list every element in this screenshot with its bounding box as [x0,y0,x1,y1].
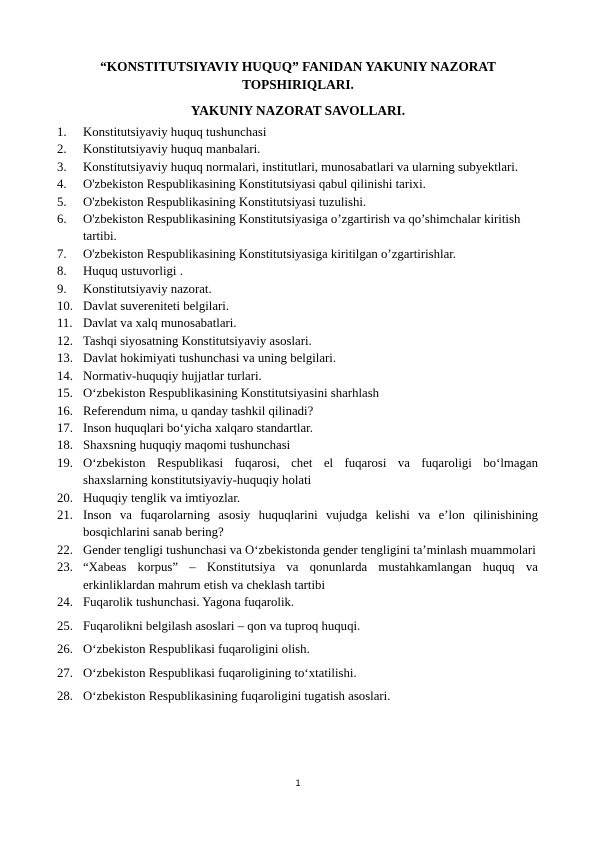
item-text: Shaxsning huquqiy maqomi tushunchasi [83,438,291,453]
section-heading: YAKUNIY NAZORAT SAVOLLARI. [190,103,406,118]
list-item [57,542,538,559]
item-number: 11. [57,316,73,331]
list-item [57,385,538,402]
item-number: 17. [57,420,73,435]
item-number: 3. [57,159,67,174]
item-text: Inson va fuqarolarning asosiy huquqlarini vujudga kelishi va e’lon qilinishining bosqichlarini sanab bering? [83,507,538,540]
item-number: 13. [57,351,73,366]
item-text: O'zbekiston Respublikasining Konstitutsiyasi tuzulishi. [83,194,367,209]
item-text: O'zbekiston Respublikasining Konstitutsiyasi qabul qilinishi tarixi. [83,177,426,192]
list-item [57,124,538,141]
item-number: 23. [57,560,73,575]
item-text: O‘zbekiston Respublikasi fuqarosi, chet el fuqarosi va fuqaroligi bo‘lmagan shaxslarning konstitutsiyaviy-huquqiy holati [83,455,538,488]
list-item [57,665,538,682]
item-number: 28. [57,689,73,704]
item-text: Referendum nima, u qanday tashkil qilinadi? [83,403,314,418]
list-item [57,368,538,385]
list-item [57,507,538,542]
item-number: 10. [57,299,73,314]
item-number: 6. [57,212,67,227]
list-item [57,246,538,263]
list-item [57,298,538,315]
list-item [57,281,538,298]
list-item [57,176,538,193]
item-number: 8. [57,264,67,279]
list-item [57,490,538,507]
list-item [57,141,538,158]
item-text: Konstitutsiyaviy huquq normalari, institutlari, munosabatlari va ularning subyektlari. [83,159,519,174]
item-number: 26. [57,642,73,657]
item-number: 25. [57,618,73,633]
item-text: Konstitutsiyaviy huquq manbalari. [83,142,261,157]
item-number: 18. [57,438,73,453]
item-number: 21. [57,507,73,522]
item-text: Davlat va xalq munosabatlari. [83,316,237,331]
list-item [57,333,538,350]
list-item [57,159,538,176]
item-number: 2. [57,142,67,157]
item-text: Tashqi siyosatning Konstitutsiyaviy asoslari. [83,333,312,348]
item-text: “Xabeas korpus” – Konstitutsiya va qonunlarda mustahkamlangan huquq va erkinliklardan mahrum etish va cheklash tartibi [83,560,538,592]
item-text: Fuqarolikni belgilash asoslari – qon va tuproq huquqi. [83,618,361,633]
item-text: Inson huquqlari bo‘yicha xalqaro standartlar. [83,420,313,435]
item-text: Huquq ustuvorligi . [83,264,183,279]
item-text: Davlat hokimiyati tushunchasi va uning belgilari. [83,351,337,366]
item-number: 12. [57,333,73,348]
item-number: 19. [57,455,73,470]
list-item [57,403,538,420]
item-text: O‘zbekiston Respublikasi fuqaroligining to‘xtatilishi. [83,665,357,680]
list-item [57,437,538,454]
item-number: 7. [57,246,67,261]
item-number: 9. [57,281,67,296]
list-item [57,211,538,246]
item-text: O‘zbekiston Respublikasining Konstitutsiyasini sharhlash [83,386,380,401]
list-item [57,263,538,280]
item-number: 5. [57,194,67,209]
item-number: 27. [57,665,73,680]
list-item [57,688,538,705]
document-title: “KONSTITUTSIYAVIY HUQUQ” FANIDAN YAKUNIY NAZORAT TOPSHIRIQLARI. [100,59,496,92]
list-item [57,194,538,211]
questions-list [57,124,538,706]
list-item [57,618,538,635]
item-text: Huquqiy tenglik va imtiyozlar. [83,490,241,505]
item-number: 16. [57,403,73,418]
item-number: 14. [57,368,73,383]
item-text: Gender tengligi tushunchasi va O‘zbekistonda gender tengligini ta’minlash muammolari [83,542,536,557]
page-number: 1 [295,778,301,788]
list-item [57,559,538,594]
list-item [57,315,538,332]
list-item [57,641,538,658]
item-number: 4. [57,177,67,192]
item-text: O'zbekiston Respublikasining Konstitutsiyasiga o’zgartirish va qo’shimchalar kiritish tartibi. [83,212,521,244]
item-number: 20. [57,490,73,505]
item-number: 24. [57,594,73,609]
item-number: 22. [57,542,73,557]
item-text: O'zbekiston Respublikasining Konstitutsiyasiga kiritilgan o’zgartirishlar. [83,246,457,261]
item-text: Davlat suvereniteti belgilari. [83,299,230,314]
item-text: Normativ-huquqiy hujjatlar turlari. [83,368,262,383]
item-text: Konstitutsiyaviy huquq tushunchasi [83,125,267,139]
item-text: Fuqarolik tushunchasi. Yagona fuqarolik. [83,594,295,609]
item-text: O‘zbekiston Respublikasi fuqaroligini olish. [83,642,310,657]
list-item [57,350,538,367]
item-number: 1. [57,125,67,139]
list-item [57,420,538,437]
item-text: O‘zbekiston Respublikasining fuqaroligini tugatish asoslari. [83,689,391,704]
item-text: Konstitutsiyaviy nazorat. [83,281,212,296]
list-item [57,455,538,490]
item-number: 15. [57,386,73,401]
list-item [57,594,538,611]
